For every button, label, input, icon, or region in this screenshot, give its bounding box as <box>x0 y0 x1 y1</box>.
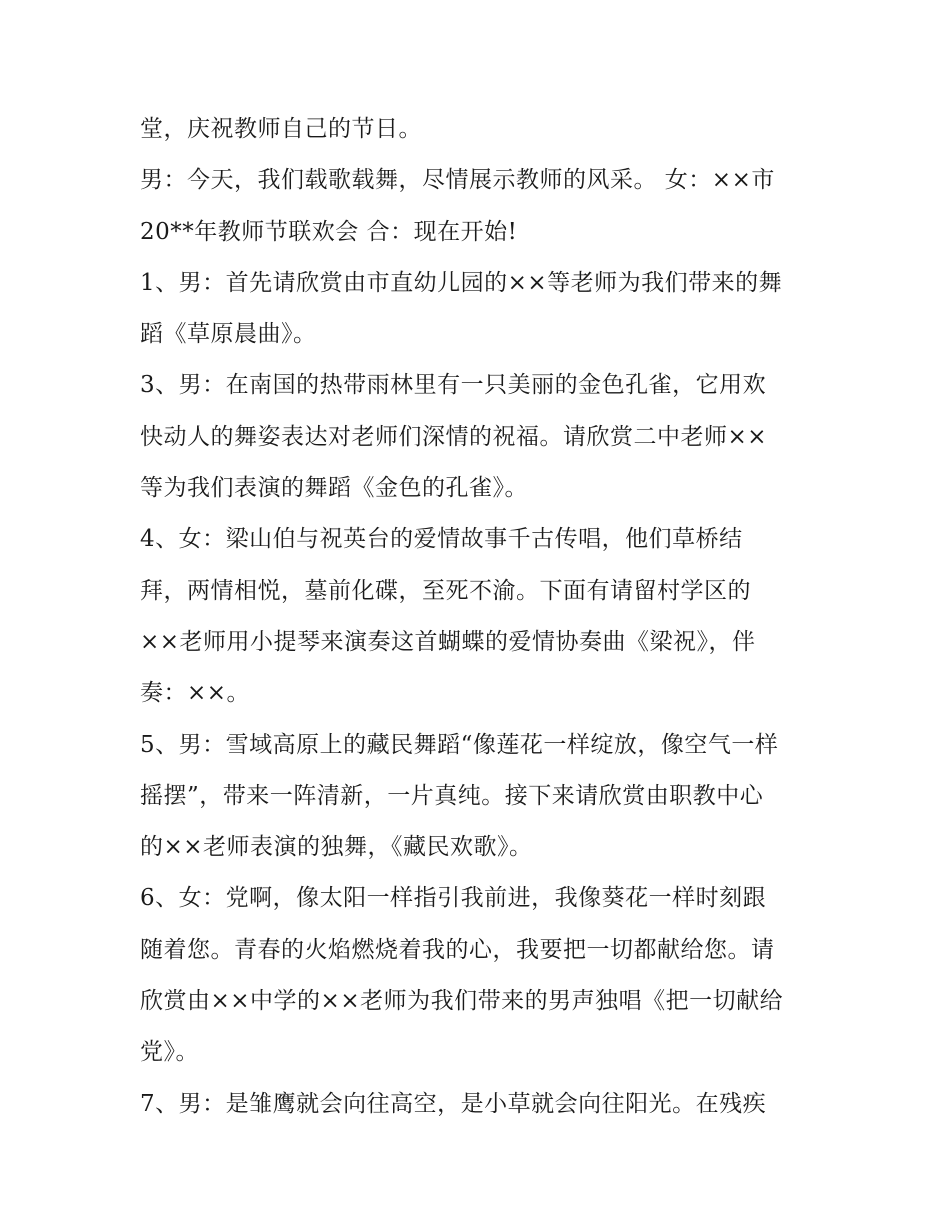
text-line: 6、女：党啊，像太阳一样指引我前进，我像葵花一样时刻跟 <box>140 885 767 912</box>
text-line: 的××老师表演的独舞，《藏民欢歌》。 <box>140 834 533 861</box>
text-line: 摇摆”，带来一阵清新，一片真纯。接下来请欣赏由职教中心 <box>140 782 764 809</box>
document-body <box>140 104 820 1130</box>
text-line: 1、男：首先请欣赏由市直幼儿园的××等老师为我们带来的舞 <box>140 269 783 296</box>
text-line: 奏：××。 <box>140 680 251 707</box>
text-line: 快动人的舞姿表达对老师们深情的祝福。请欣赏二中老师×× <box>140 423 768 450</box>
text-line: 7、男：是雏鹰就会向往高空，是小草就会向往阳光。在残疾 <box>140 1090 767 1117</box>
text-line: 欣赏由××中学的××老师为我们带来的男声独唱《把一切献给 <box>140 988 784 1015</box>
text-line: 堂，庆祝教师自己的节日。 <box>140 116 422 142</box>
text-line: 随着您。青春的火焰燃烧着我的心，我要把一切都献给您。请 <box>140 936 775 963</box>
text-line: 5、男：雪域高原上的藏民舞蹈“像莲花一样绽放，像空气一样 <box>140 731 779 758</box>
text-line: 20**年教师节联欢会 合：现在开始! <box>140 218 518 245</box>
text-line: 等为我们表演的舞蹈《金色的孔雀》。 <box>140 475 528 502</box>
text-line: 4、女：梁山伯与祝英台的爱情故事千古传唱，他们草桥结 <box>140 526 743 553</box>
text-line: 蹈《草原晨曲》。 <box>140 321 317 348</box>
text-line: 党》。 <box>140 1039 199 1066</box>
text-line: 拜，两情相悦，墓前化碟，至死不渝。下面有请留村学区的 <box>140 577 751 604</box>
text-line: 3、男：在南国的热带雨林里有一只美丽的金色孔雀，它用欢 <box>140 372 767 399</box>
text-line: 男：今天，我们载歌载舞，尽情展示教师的风采。 女：××市 <box>140 167 775 194</box>
text-line: ××老师用小提琴来演奏这首蝴蝶的爱情协奏曲《梁祝》，伴 <box>140 628 756 655</box>
